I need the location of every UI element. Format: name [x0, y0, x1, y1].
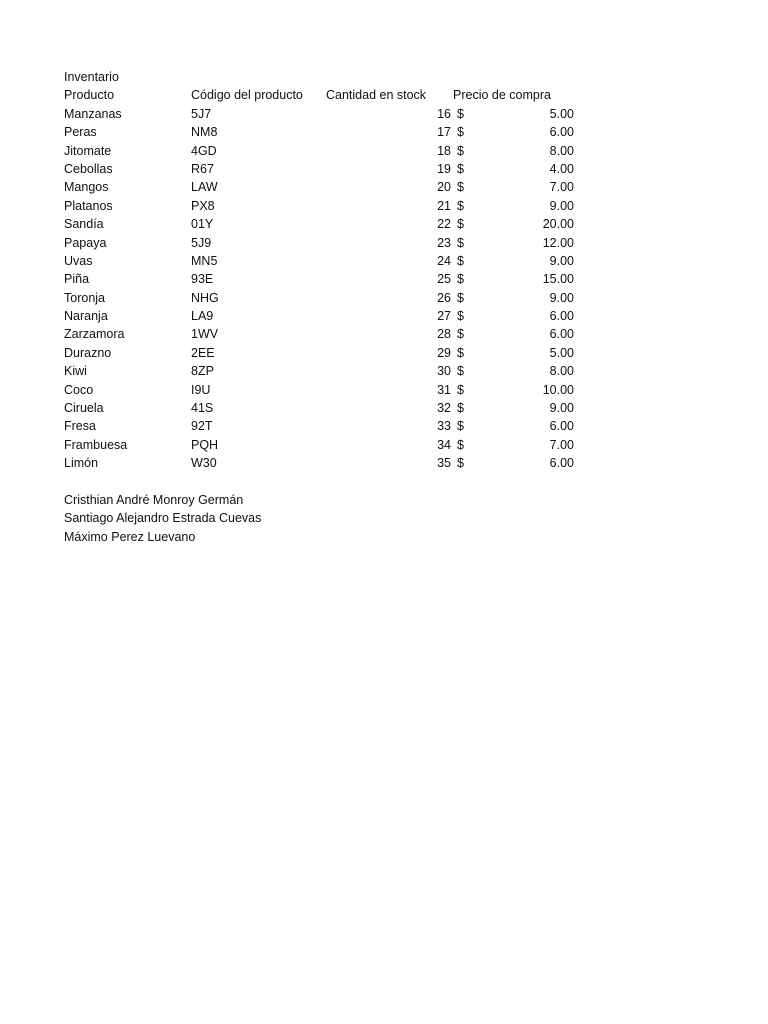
stock-quantity: 28	[437, 327, 451, 342]
author-name: Cristhian André Monroy Germán	[64, 492, 244, 507]
table-row	[64, 215, 584, 233]
currency-symbol: $	[457, 456, 464, 471]
currency-symbol: $	[457, 272, 464, 287]
purchase-price: 9.00	[549, 290, 574, 305]
product-name: Fresa	[64, 419, 96, 434]
product-name: Manzanas	[64, 106, 122, 121]
authors-list	[64, 491, 584, 546]
stock-quantity: 19	[437, 161, 451, 176]
product-code: W30	[191, 456, 217, 471]
product-code: LAW	[191, 180, 218, 195]
currency-symbol: $	[457, 290, 464, 305]
purchase-price: 15.00	[542, 272, 574, 287]
currency-symbol: $	[457, 161, 464, 176]
purchase-price: 20.00	[542, 217, 574, 232]
blank-row	[64, 473, 584, 491]
product-code: NHG	[191, 290, 219, 305]
product-code: 5J9	[191, 235, 212, 250]
table-row	[64, 289, 584, 307]
product-code: PX8	[191, 198, 215, 213]
table-row	[64, 381, 584, 399]
purchase-price: 6.00	[549, 419, 574, 434]
purchase-price: 7.00	[549, 180, 574, 195]
table-row	[64, 270, 584, 288]
product-name: Kiwi	[64, 364, 87, 379]
table-row	[64, 105, 584, 123]
purchase-price: 10.00	[542, 382, 574, 397]
author-line	[64, 528, 584, 546]
table-row	[64, 344, 584, 362]
author-line	[64, 491, 584, 509]
title-row	[64, 68, 584, 86]
currency-symbol: $	[457, 180, 464, 195]
stock-quantity: 33	[437, 419, 451, 434]
currency-symbol: $	[457, 382, 464, 397]
stock-quantity: 17	[437, 125, 451, 140]
currency-symbol: $	[457, 125, 464, 140]
stock-quantity: 25	[437, 272, 451, 287]
table-row	[64, 234, 584, 252]
stock-quantity: 18	[437, 143, 451, 158]
product-code: 4GD	[191, 143, 217, 158]
stock-quantity: 26	[437, 290, 451, 305]
purchase-price: 6.00	[549, 456, 574, 471]
product-name: Cebollas	[64, 161, 113, 176]
author-name: Máximo Perez Luevano	[64, 529, 196, 544]
purchase-price: 8.00	[549, 143, 574, 158]
currency-symbol: $	[457, 327, 464, 342]
purchase-price: 6.00	[549, 125, 574, 140]
table-row	[64, 454, 584, 472]
product-name: Mangos	[64, 180, 109, 195]
product-code: 93E	[191, 272, 214, 287]
product-name: Uvas	[64, 253, 93, 268]
currency-symbol: $	[457, 309, 464, 324]
product-name: Limón	[64, 456, 99, 471]
purchase-price: 7.00	[549, 437, 574, 452]
currency-symbol: $	[457, 217, 464, 232]
purchase-price: 12.00	[542, 235, 574, 250]
product-name: Naranja	[64, 309, 108, 324]
table-row	[64, 123, 584, 141]
purchase-price: 9.00	[549, 401, 574, 416]
currency-symbol: $	[457, 345, 464, 360]
product-code: MN5	[191, 253, 218, 268]
table-row	[64, 436, 584, 454]
sheet-title: Inventario	[64, 70, 119, 84]
stock-quantity: 22	[437, 217, 451, 232]
stock-quantity: 31	[437, 382, 451, 397]
product-name: Piña	[64, 272, 90, 287]
author-line	[64, 509, 584, 527]
currency-symbol: $	[457, 106, 464, 121]
product-name: Peras	[64, 125, 97, 140]
product-code: PQH	[191, 437, 219, 452]
product-code: 2EE	[191, 345, 215, 360]
currency-symbol: $	[457, 253, 464, 268]
stock-quantity: 30	[437, 364, 451, 379]
stock-quantity: 20	[437, 180, 451, 195]
inventory-rows	[64, 105, 584, 473]
table-row	[64, 325, 584, 343]
product-code: 01Y	[191, 217, 214, 232]
product-code: R67	[191, 161, 214, 176]
product-name: Sandía	[64, 217, 104, 232]
product-name: Papaya	[64, 235, 107, 250]
product-name: Coco	[64, 382, 94, 397]
purchase-price: 6.00	[549, 327, 574, 342]
purchase-price: 9.00	[549, 253, 574, 268]
stock-quantity: 34	[437, 437, 451, 452]
author-name: Santiago Alejandro Estrada Cuevas	[64, 511, 262, 526]
currency-symbol: $	[457, 198, 464, 213]
header-code: Código del producto	[191, 88, 303, 103]
product-code: NM8	[191, 125, 218, 140]
stock-quantity: 21	[437, 198, 451, 213]
header-row	[64, 86, 584, 104]
product-name: Toronja	[64, 290, 105, 305]
purchase-price: 5.00	[549, 106, 574, 121]
table-row	[64, 160, 584, 178]
stock-quantity: 27	[437, 309, 451, 324]
currency-symbol: $	[457, 143, 464, 158]
header-stock: Cantidad en stock	[326, 88, 427, 103]
table-row	[64, 362, 584, 380]
table-row	[64, 399, 584, 417]
product-name: Durazno	[64, 345, 112, 360]
table-row	[64, 307, 584, 325]
stock-quantity: 16	[437, 106, 451, 121]
product-code: 41S	[191, 401, 214, 416]
purchase-price: 5.00	[549, 345, 574, 360]
product-code: 1WV	[191, 327, 219, 342]
purchase-price: 9.00	[549, 198, 574, 213]
table-row	[64, 142, 584, 160]
stock-quantity: 24	[437, 253, 451, 268]
product-name: Ciruela	[64, 401, 104, 416]
currency-symbol: $	[457, 235, 464, 250]
table-row	[64, 252, 584, 270]
table-row	[64, 178, 584, 196]
stock-quantity: 35	[437, 456, 451, 471]
product-code: 92T	[191, 419, 213, 434]
product-code: LA9	[191, 309, 214, 324]
purchase-price: 6.00	[549, 309, 574, 324]
table-row	[64, 417, 584, 435]
stock-quantity: 32	[437, 401, 451, 416]
currency-symbol: $	[457, 401, 464, 416]
product-name: Frambuesa	[64, 437, 128, 452]
product-name: Platanos	[64, 198, 113, 213]
product-name: Zarzamora	[64, 327, 125, 342]
product-code: 8ZP	[191, 364, 214, 379]
product-name: Jitomate	[64, 143, 112, 158]
inventory-sheet	[64, 68, 584, 546]
product-code: I9U	[191, 382, 211, 397]
currency-symbol: $	[457, 364, 464, 379]
header-product: Producto	[64, 88, 115, 103]
header-price: Precio de compra	[453, 88, 551, 103]
purchase-price: 4.00	[549, 161, 574, 176]
table-row	[64, 197, 584, 215]
currency-symbol: $	[457, 419, 464, 434]
product-code: 5J7	[191, 106, 212, 121]
purchase-price: 8.00	[549, 364, 574, 379]
stock-quantity: 23	[437, 235, 451, 250]
stock-quantity: 29	[437, 345, 451, 360]
currency-symbol: $	[457, 437, 464, 452]
